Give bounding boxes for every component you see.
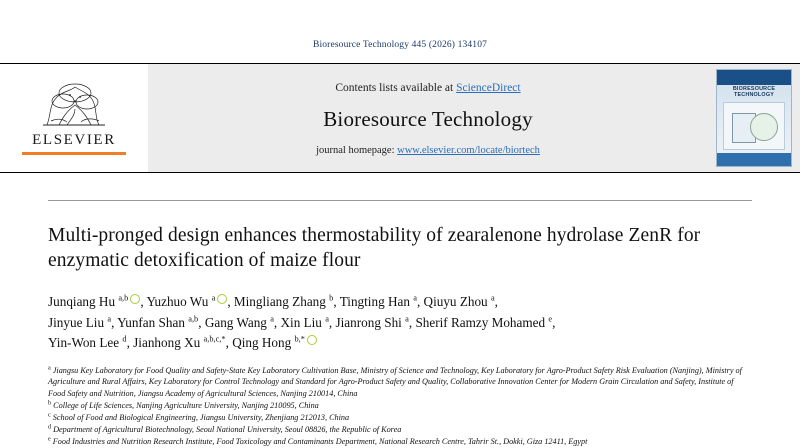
journal-masthead [0,63,800,173]
header-divider [48,200,752,201]
homepage-prefix-text: journal homepage: [316,145,398,156]
author-name: Yunfan Shan $^{a,b}$ [117,314,199,330]
elsevier-orange-rule [22,152,126,155]
elsevier-tree-icon [37,75,111,131]
author-name: Jianhong Xu $^{a,b,c,*}$ [133,334,226,350]
cover-artwork [723,102,785,150]
affiliation-item: $^d$ Department of Agricultural Biotechnology, Seoul National University, Seoul 08826, the Republic of Korea [48,423,402,434]
masthead-center [148,64,708,172]
author-line: Yin-Won Lee $^d$, Jianhong Xu $^{a,b,c,*}$, Qing Hong $^{b,*}$ [48,333,752,354]
affiliation-item: $^a$ Jiangsu Key Laboratory for Food Quality and Safety-State Key Laboratory Cultivation Base, Ministry of Science and Technology, Key Laboratory for Agro-Product Safety Risk Evaluation (Nanjing), Ministry of Agriculture and Rural Affairs, Key Laboratory for Control Technology and Standard for Agro-Product Safety and Quality, Collaborative Innovation Center for Modern Grain Circulation and Safety, Institute of Food Safety and Nutrition, Jiangsu Academy of Agricultural Sciences, Nanjing 210014, China [48,363,742,398]
author-name: Mingliang Zhang $^b$ [233,293,334,309]
journal-title: Bioresource Technology [323,107,533,131]
author-name: Tingting Han $^a$ [339,293,417,309]
author-name: Xin Liu $^a$ [280,314,329,330]
orcid-icon[interactable] [217,294,227,304]
elsevier-wordmark: ELSEVIER [32,132,116,148]
sciencedirect-link[interactable]: ScienceDirect [456,82,521,94]
affiliation-item: $^e$ Food Industries and Nutrition Research Institute, Food Toxicology and Contaminants Department, National Research Centre, Tahrir St., Dokki, Giza 12411, Egypt [48,435,588,447]
affiliation-list [48,365,752,448]
affiliation-item: $^c$ School of Food and Biological Engineering, Jiangsu University, Zhenjiang 212013, China [48,411,350,422]
running-head: Bioresource Technology 445 (2026) 134107 [312,40,488,50]
contents-available-line [335,82,520,94]
journal-cover-image [716,69,792,167]
cover-top-band [717,70,791,85]
journal-homepage-line [316,145,540,156]
author-name: Yuzhuo Wu $^a$ [146,293,216,309]
author-line: Jinyue Liu $^a$, Yunfan Shan $^{a,b}$, Gang Wang $^a$, Xin Liu $^a$, Jianrong Shi $^a$, Sherif Ramzy Mohamed $^e$, [48,314,556,330]
author-name: Qiuyu Zhou $^a$ [423,293,495,309]
author-list [48,292,752,354]
cover-bottom-band [717,153,791,166]
contents-prefix-text: Contents lists available at [335,82,457,94]
author-name: Jinyue Liu $^a$ [48,314,112,330]
author-name: Gang Wang $^a$ [204,314,274,330]
author-name: Yin-Won Lee $^d$ [48,334,127,350]
elsevier-logo [14,75,134,161]
author-name: Sherif Ramzy Mohamed $^e$ [415,314,553,330]
author-name: Junqiang Hu $^{a,b}$ [48,293,129,309]
author-line: Junqiang Hu $^{a,b}$ , Yuzhuo Wu $^a$ , Mingliang Zhang $^b$, Tingting Han $^a$, Qiuyu Zhou $^a$, [48,293,498,309]
affiliation-item: $^b$ College of Life Sciences, Nanjing Agriculture University, Nanjing 210095, China [48,399,319,410]
journal-homepage-link[interactable]: www.elsevier.com/locate/biortech [397,145,540,156]
publisher-logo-area [0,64,148,172]
author-name: Qing Hong $^{b,*}$ [232,334,305,350]
journal-cover-area [708,64,800,172]
cover-title-text: BIORESOURCE TECHNOLOGY [732,86,776,99]
article-header [0,200,800,448]
page-title: Multi-pronged design enhances thermostability of zearalenone hydrolase ZenR for enzymatic detoxification of maize flour [48,225,701,271]
cover-shape-circle [750,113,778,141]
author-name: Jianrong Shi $^a$ [335,314,409,330]
orcid-icon[interactable] [130,294,140,304]
orcid-icon[interactable] [307,335,317,345]
